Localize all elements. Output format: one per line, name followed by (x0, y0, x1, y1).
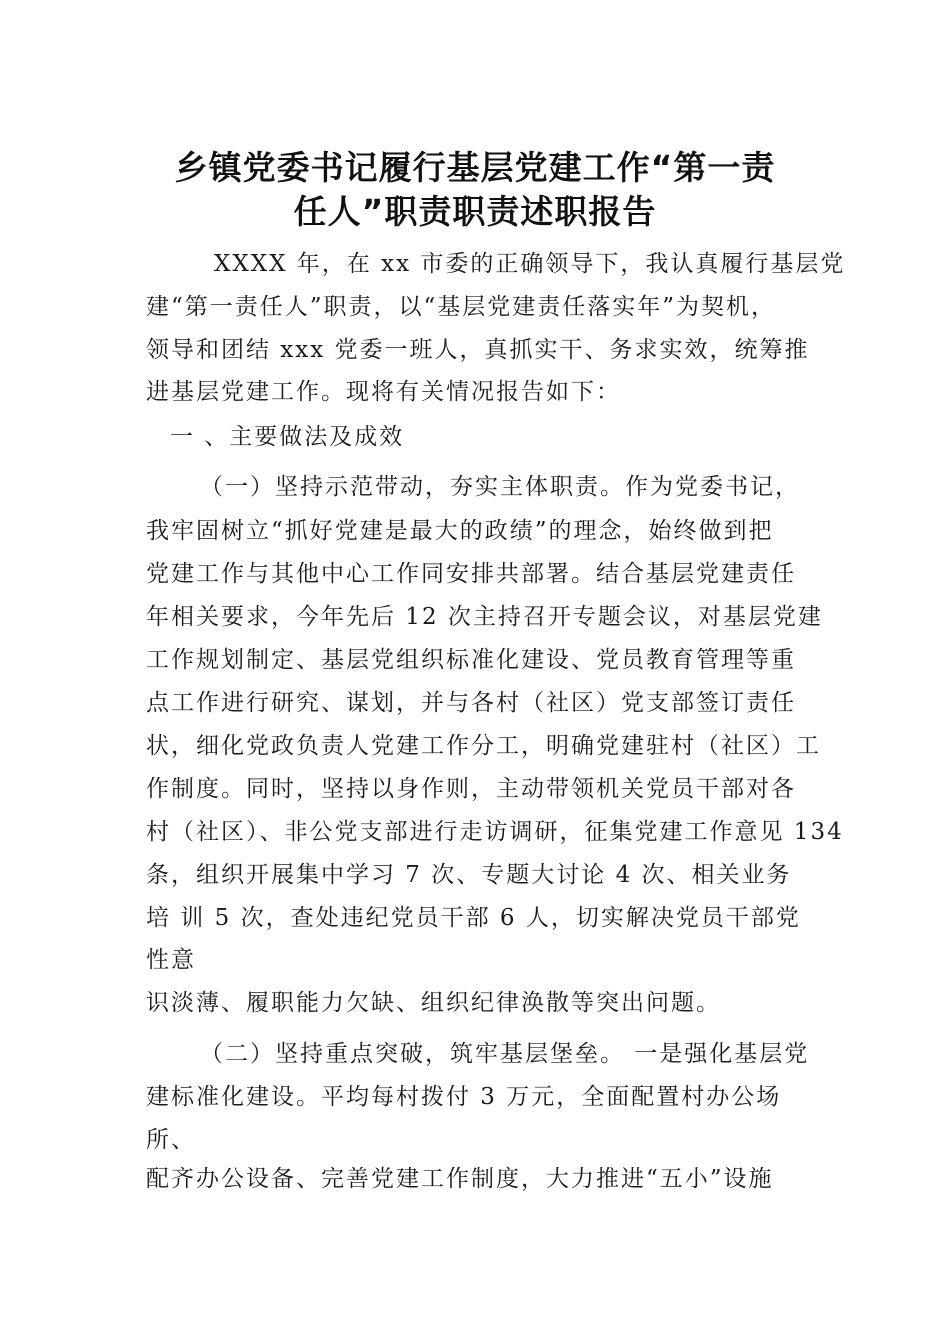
paragraph-line: 作制度。同时，坚持以身作则，主动带领机关党员干部对各 (146, 776, 796, 802)
paragraph-line: 条，组织开展集中学习 7 次、专题大讨论 4 次、相关业务 (146, 862, 792, 888)
paragraph-line: 配齐办公设备、完善党建工作制度，大力推进“五小”设施 (146, 1166, 774, 1192)
paragraph-line: 所、 (146, 1127, 196, 1153)
paragraph-line: 建“第一责任人”职责，以“基层党建责任落实年”为契机， (146, 294, 777, 320)
paragraph-line: 村（社区）、非公党支部进行走访调研，征集党建工作意见 134 (146, 819, 844, 845)
paragraph-line: （二）坚持重点突破，筑牢基层堡垒。 一是强化基层党 (200, 1041, 810, 1067)
paragraph-line: 状，细化党政负责人党建工作分工，明确党建驻村（社区）工 (146, 733, 821, 759)
section-heading: 一 、主要做法及成效 (170, 424, 405, 450)
paragraph-line: 建标准化建设。平均每村拨付 3 万元，全面配置村办公场 (146, 1084, 782, 1110)
paragraph-line: 点工作进行研究、谋划，并与各村（社区）党支部签订责任 (146, 690, 796, 716)
document-title-line-2: 任人”职责职责述职报告 (293, 192, 657, 231)
paragraph-line: 工作规划制定、基层党组织标准化建设、党员教育管理等重 (146, 647, 796, 673)
paragraph-line: 进基层党建工作。现将有关情况报告如下： (146, 379, 621, 405)
document-title-line-1: 乡镇党委书记履行基层党建工作“第一责 (174, 148, 776, 187)
paragraph-line: （一）坚持示范带动，夯实主体职责。作为党委书记， (200, 474, 800, 500)
paragraph-line: 党建工作与其他中心工作同安排共部署。结合基层党建责任 (146, 561, 796, 587)
paragraph-line: 我牢固树立“抓好党建是最大的政绩”的理念，始终做到把 (146, 518, 774, 544)
paragraph-line: 性意 (146, 947, 196, 973)
paragraph-line: 识淡薄、履职能力欠缺、组织纪律涣散等突出问题。 (146, 990, 721, 1016)
paragraph-line: XXXX 年，在 xx 市委的正确领导下，我认真履行基层党 (214, 251, 846, 277)
paragraph-line: 培 训 5 次，查处违纪党员干部 6 人，切实解决党员干部党 (146, 905, 801, 931)
paragraph-line: 年相关要求，今年先后 12 次主持召开专题会议，对基层党建 (146, 604, 823, 630)
paragraph-line: 领导和团结 xxx 党委一班人，真抓实干、务求实效，统筹推 (146, 337, 810, 363)
